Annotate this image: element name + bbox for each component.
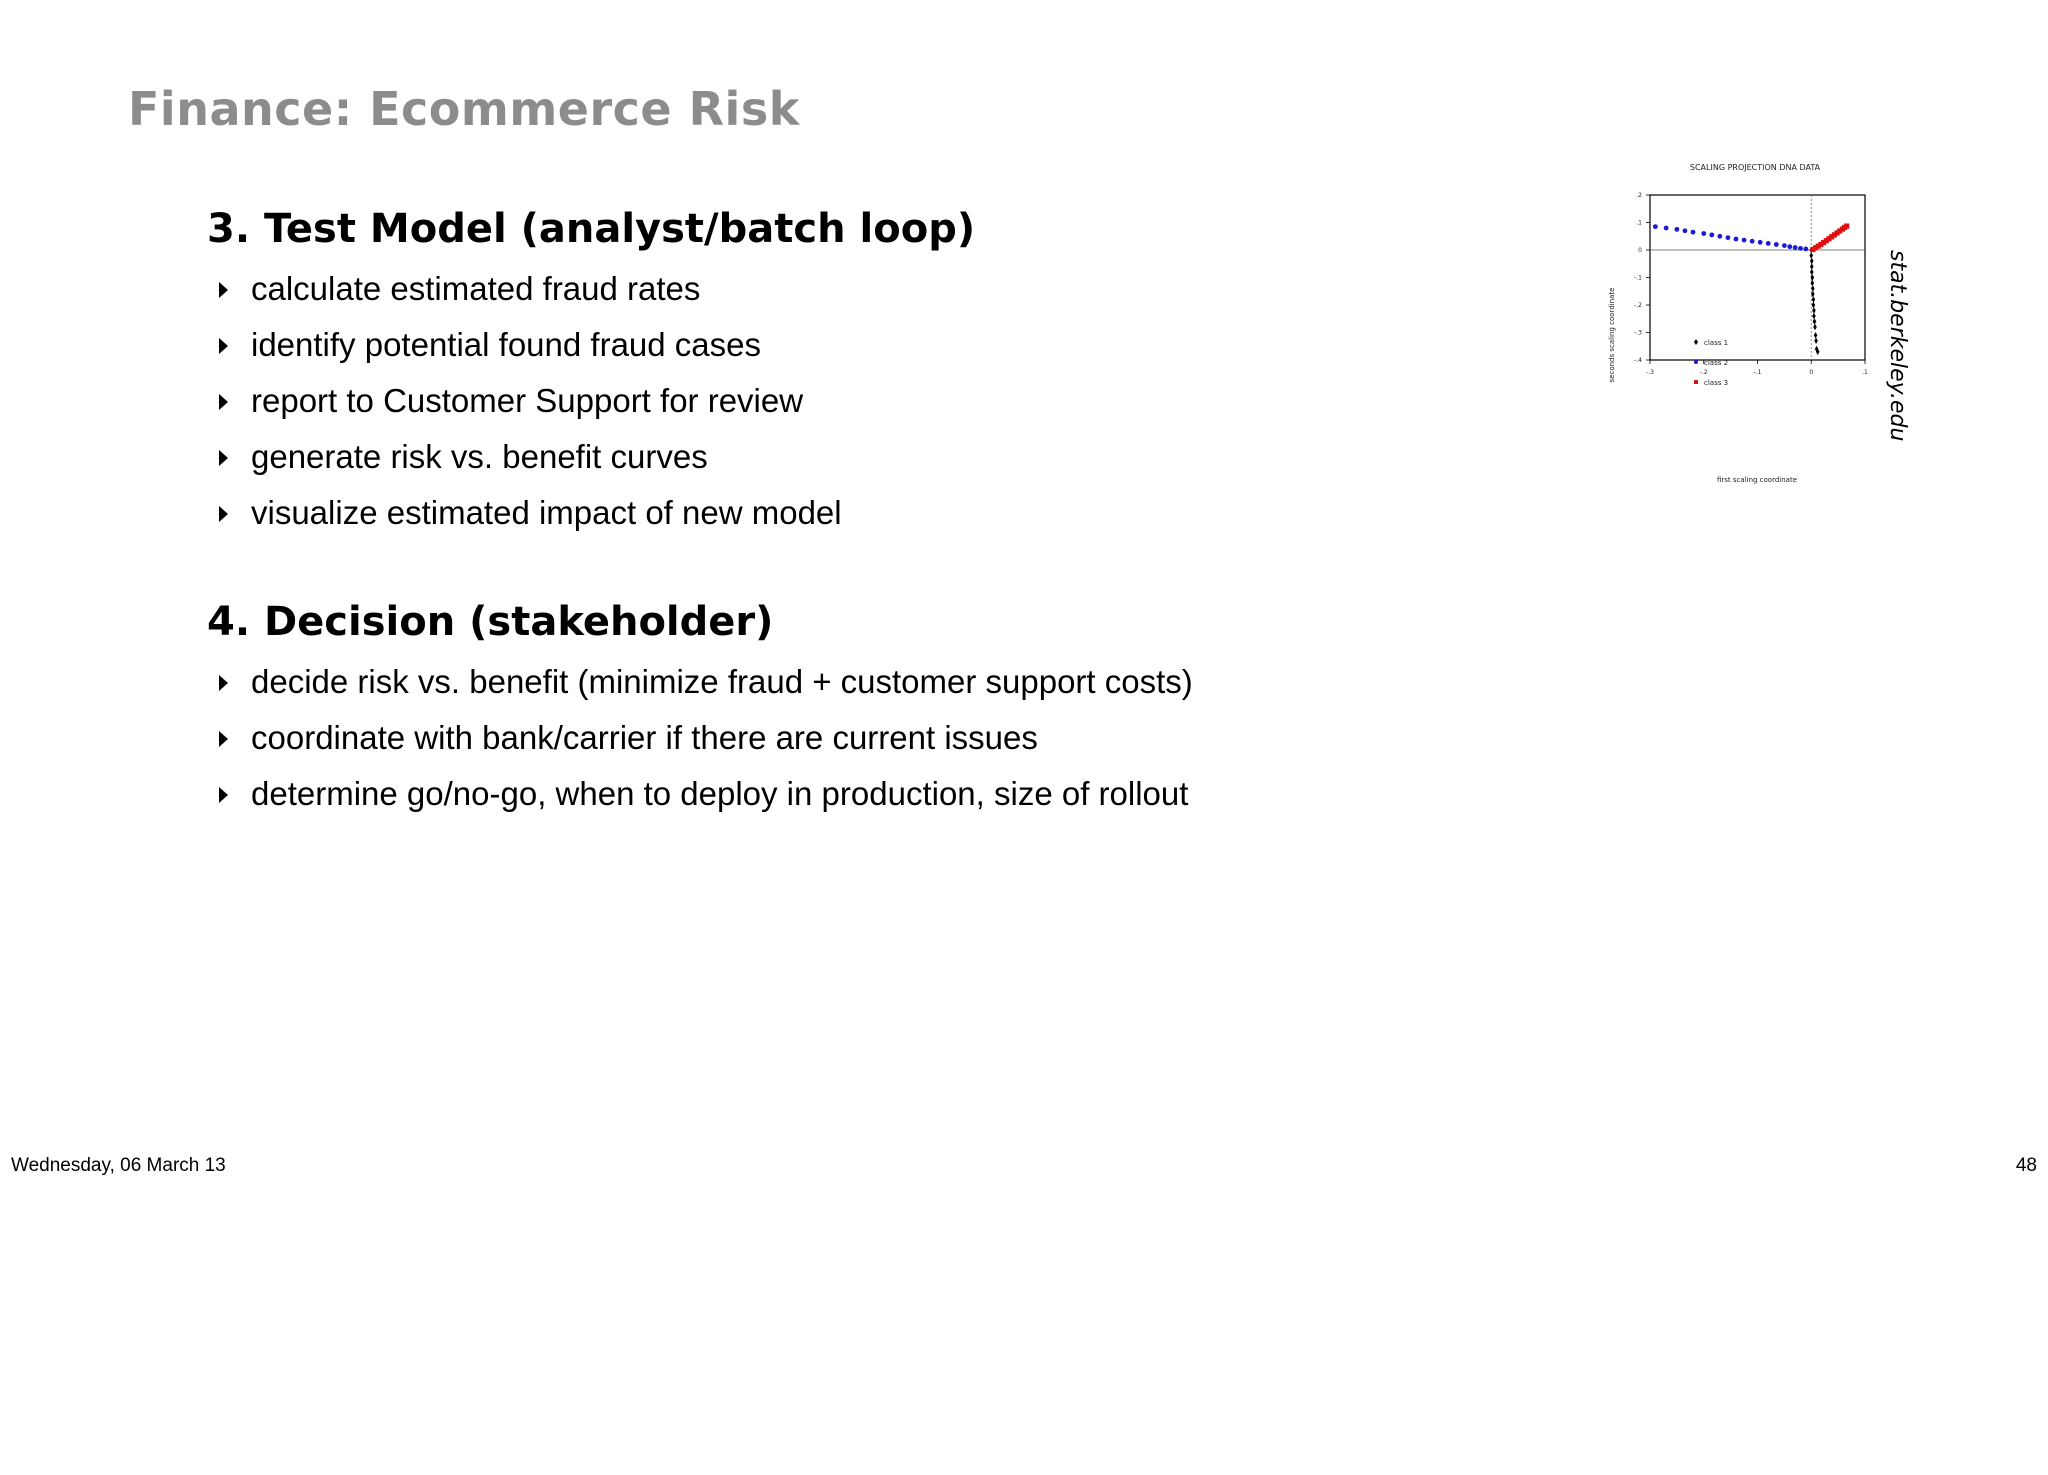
bullet-arrow-icon [219, 394, 228, 410]
legend-marker-class-3 [1694, 380, 1698, 384]
legend-marker-class-1 [1694, 339, 1698, 345]
scatter-point-class-2 [1787, 244, 1792, 249]
bullet-arrow-icon [219, 282, 228, 298]
list-item [207, 373, 975, 429]
section-heading: 3. Test Model (analyst/batch loop) [207, 206, 976, 252]
chart-legend [1694, 339, 1728, 387]
scatter-point-class-1 [1812, 307, 1816, 313]
y-tick-label: 0 [1638, 247, 1642, 254]
scatter-point-class-2 [1774, 242, 1779, 247]
axis-ticks [1634, 192, 1868, 376]
scatter-point-class-2 [1766, 241, 1771, 246]
bullet-arrow-icon [219, 675, 228, 691]
x-tick-label: -.3 [1646, 369, 1654, 376]
page-number: 48 [2015, 1155, 2037, 1176]
scaling-projection-figure [1600, 155, 1870, 495]
y-tick-label: .1 [1636, 219, 1642, 227]
scatter-point-class-1 [1810, 269, 1814, 275]
image-credit: stat.berkeley.edu [1885, 250, 1910, 442]
scatter-point-class-2 [1750, 239, 1755, 244]
x-tick-label: 0 [1809, 369, 1814, 376]
scatter-point-class-2 [1758, 240, 1763, 245]
scatter-point-class-1 [1814, 332, 1818, 338]
scatter-point-class-2 [1674, 227, 1679, 232]
scatter-point-class-3 [1844, 223, 1849, 228]
bullet-text: coordinate with bank/carrier if there are current issues [251, 719, 1038, 756]
y-tick-label: -.3 [1634, 329, 1642, 337]
legend-entry-class-3 [1694, 379, 1728, 387]
x-tick-label: -.2 [1699, 369, 1708, 376]
bullet-arrow-icon [219, 338, 228, 354]
bullet-text: calculate estimated fraud rates [251, 270, 701, 307]
section-test-model [207, 205, 975, 541]
y-tick-label: -.4 [1634, 357, 1642, 364]
scatter-point-class-1 [1810, 258, 1814, 264]
scatter-point-class-2 [1701, 231, 1706, 236]
list-item [207, 429, 975, 485]
bullet-arrow-icon [219, 787, 228, 803]
bullet-text: decide risk vs. benefit (minimize fraud + customer support costs) [251, 663, 1193, 700]
list-item [207, 710, 1193, 766]
bullet-arrow-icon [219, 450, 228, 466]
x-axis-label: first scaling coordinate [1716, 476, 1798, 484]
list-item [207, 485, 975, 541]
scatter-point-class-2 [1742, 238, 1747, 243]
section-heading: 4. Decision (stakeholder) [207, 599, 774, 645]
section-decision [207, 598, 1193, 822]
scatter-point-class-2 [1793, 245, 1798, 250]
scatter-point-class-1 [1810, 263, 1814, 269]
bullet-text: report to Customer Support for review [251, 382, 804, 419]
y-axis-label: seconds scaling coordinate [1608, 287, 1616, 383]
bullet-text: identify potential found fraud cases [251, 326, 762, 363]
scatter-point-class-1 [1809, 252, 1813, 258]
plot-frame [1650, 195, 1865, 360]
footer-date: Wednesday, 06 March 13 [11, 1155, 226, 1176]
scatter-point-class-1 [1812, 313, 1816, 319]
scatter-point-class-2 [1798, 246, 1803, 251]
scatter-point-class-2 [1664, 226, 1669, 231]
scatter-point-class-2 [1803, 247, 1808, 252]
bullet-text: determine go/no-go, when to deploy in production, size of rollout [251, 775, 1189, 812]
scatter-point-class-1 [1814, 338, 1818, 344]
scatter-chart [1600, 155, 1870, 495]
bullet-list [207, 261, 975, 541]
legend-label-class-3: class 3 [1704, 379, 1729, 387]
scatter-point-class-2 [1734, 237, 1739, 242]
legend-label-class-2: class 2 [1704, 359, 1729, 367]
legend-marker-class-2 [1694, 360, 1698, 364]
bullet-arrow-icon [219, 731, 228, 747]
scatter-point-class-1 [1812, 302, 1816, 308]
y-tick-label: -.2 [1634, 302, 1642, 309]
bullet-text: generate risk vs. benefit curves [251, 438, 708, 475]
list-item [207, 261, 975, 317]
scatter-point-class-2 [1717, 234, 1722, 239]
bullet-text: visualize estimated impact of new model [251, 494, 842, 531]
y-tick-label: -.1 [1634, 274, 1642, 282]
bullet-list [207, 654, 1193, 822]
bullet-arrow-icon [219, 506, 228, 522]
scatter-point-class-1 [1813, 324, 1817, 330]
chart-title: SCALING PROJECTION DNA DATA [1689, 163, 1821, 172]
list-item [207, 654, 1193, 710]
scatter-point-class-2 [1782, 243, 1787, 248]
scatter-point-class-1 [1813, 318, 1817, 324]
scatter-point-class-2 [1653, 224, 1658, 229]
x-tick-label: -.1 [1753, 369, 1762, 376]
legend-entry-class-1 [1694, 339, 1728, 347]
list-item [207, 317, 975, 373]
slide-title: Finance: Ecommerce Risk [128, 82, 800, 136]
y-tick-label: .2 [1636, 192, 1642, 199]
data-points [1653, 223, 1849, 354]
scatter-point-class-2 [1709, 232, 1714, 237]
list-item [207, 766, 1193, 822]
scatter-point-class-1 [1812, 296, 1816, 302]
scatter-point-class-2 [1691, 230, 1696, 235]
scatter-point-class-2 [1683, 228, 1688, 233]
x-tick-label: .1 [1862, 369, 1868, 376]
legend-label-class-1: class 1 [1704, 339, 1729, 347]
scatter-point-class-1 [1811, 285, 1815, 291]
scatter-point-class-2 [1726, 235, 1731, 240]
